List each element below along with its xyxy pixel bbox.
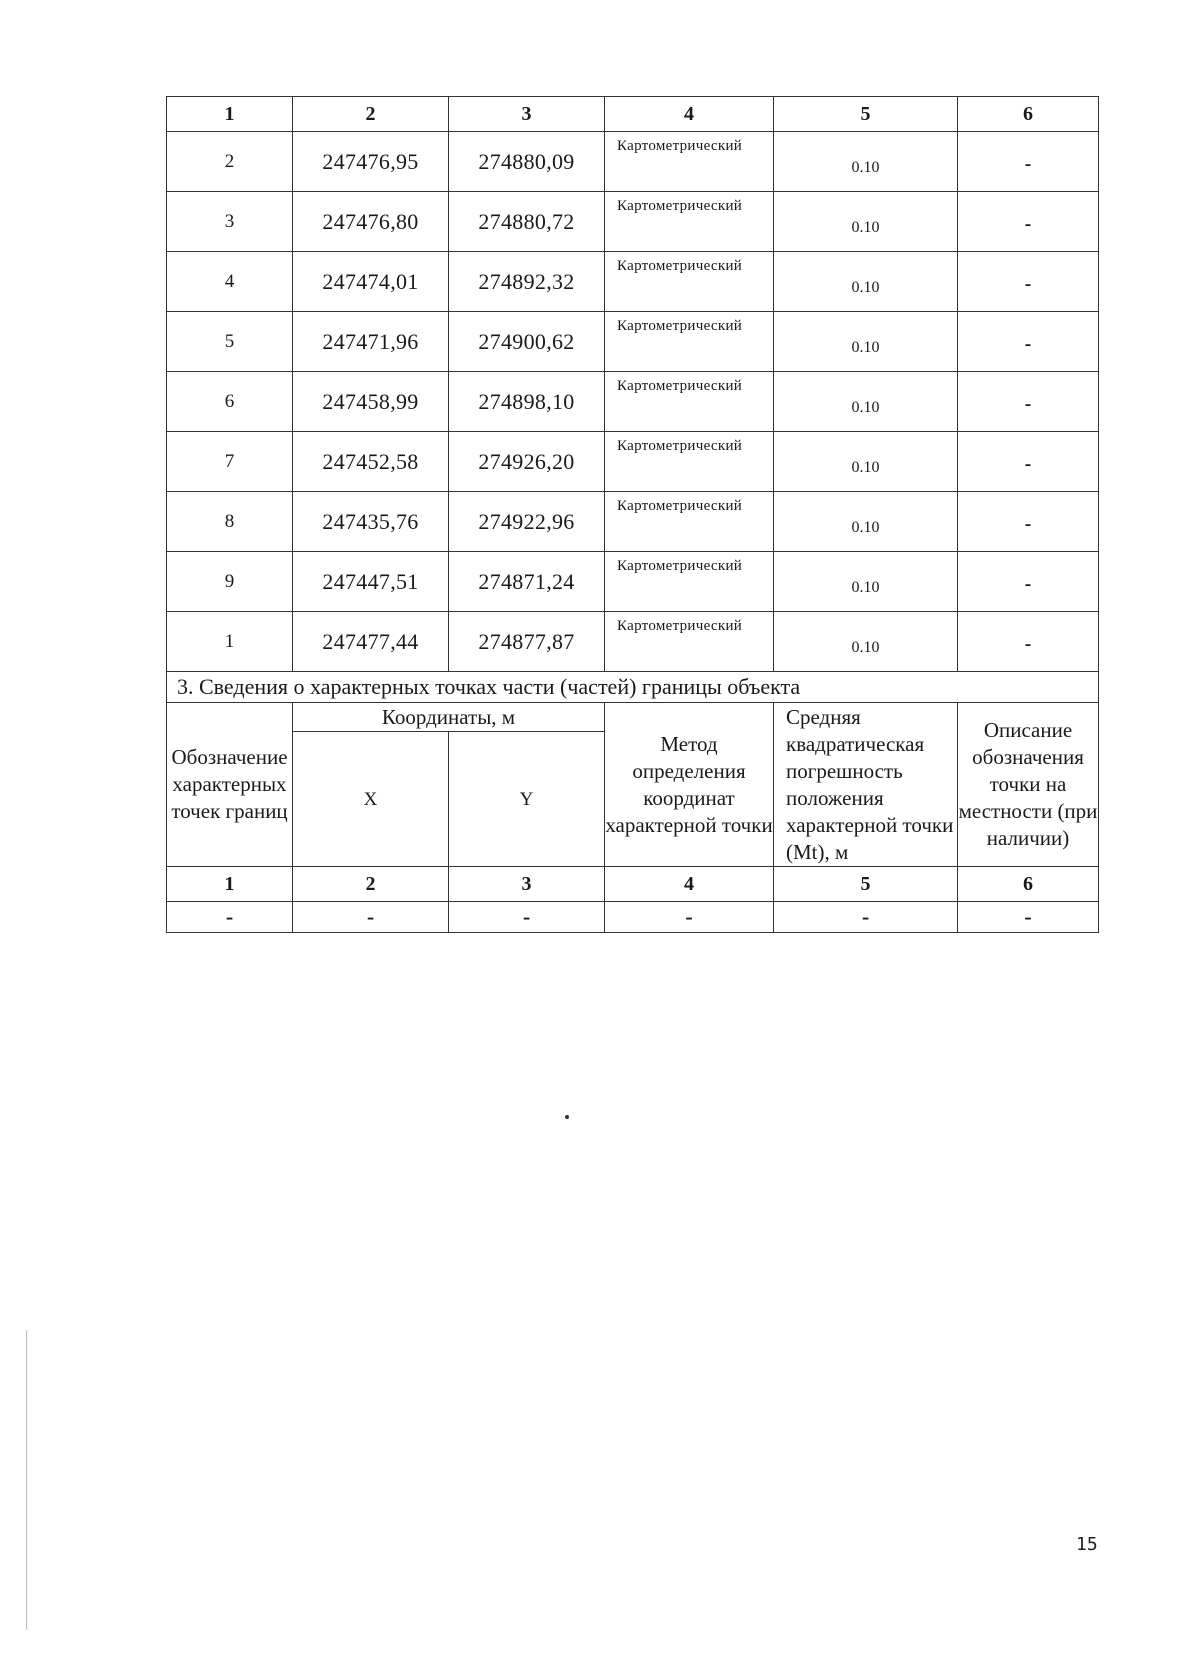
description-cell: -: [958, 492, 1099, 552]
table-row: [167, 312, 1099, 372]
method-cell: Картометрический: [605, 612, 774, 672]
point-number: 4: [167, 252, 293, 312]
column-number: 3: [449, 867, 605, 902]
mt-cell: 0.10: [774, 612, 958, 672]
point-number: 3: [167, 192, 293, 252]
mt-cell: 0.10: [774, 372, 958, 432]
y-coordinate: 274926,20: [449, 432, 605, 492]
page-number: 15: [1076, 1534, 1098, 1555]
table-row: [167, 252, 1099, 312]
x-coordinate: 247447,51: [293, 552, 449, 612]
description-cell: -: [958, 612, 1099, 672]
empty-cell: -: [774, 902, 958, 933]
x-coordinate: 247476,80: [293, 192, 449, 252]
x-coordinate: 247471,96: [293, 312, 449, 372]
table-row: [167, 432, 1099, 492]
empty-cell: -: [449, 902, 605, 933]
header-y: Y: [449, 732, 605, 867]
table-row: [167, 192, 1099, 252]
x-coordinate: 247435,76: [293, 492, 449, 552]
table-row: [167, 492, 1099, 552]
method-cell: Картометрический: [605, 372, 774, 432]
header-mt: Средняя квадратическая погрешность положения характерной точки (Mt), м: [774, 703, 958, 867]
x-coordinate: 247452,58: [293, 432, 449, 492]
y-coordinate: 274898,10: [449, 372, 605, 432]
scan-edge-line: [26, 1330, 27, 1630]
point-number: 7: [167, 432, 293, 492]
column-number: 6: [958, 867, 1099, 902]
y-coordinate: 274900,62: [449, 312, 605, 372]
section-title-row: [167, 672, 1099, 703]
method-cell: Картометрический: [605, 312, 774, 372]
y-coordinate: 274871,24: [449, 552, 605, 612]
method-cell: Картометрический: [605, 432, 774, 492]
header-row: [167, 703, 1099, 732]
header-description: Описание обозначения точки на местности (при наличии): [958, 703, 1099, 867]
column-number: 2: [293, 97, 449, 132]
point-number: 6: [167, 372, 293, 432]
method-cell: Картометрический: [605, 132, 774, 192]
method-cell: Картометрический: [605, 492, 774, 552]
column-number: 1: [167, 867, 293, 902]
description-cell: -: [958, 372, 1099, 432]
method-cell: Картометрический: [605, 252, 774, 312]
mt-cell: 0.10: [774, 192, 958, 252]
mt-cell: 0.10: [774, 492, 958, 552]
section-title: 3. Сведения о характерных точках части (частей) границы объекта: [167, 672, 1099, 703]
x-coordinate: 247474,01: [293, 252, 449, 312]
point-number: 1: [167, 612, 293, 672]
column-number: 5: [774, 97, 958, 132]
description-cell: -: [958, 132, 1099, 192]
column-number: 5: [774, 867, 958, 902]
method-cell: Картометрический: [605, 552, 774, 612]
y-coordinate: 274880,09: [449, 132, 605, 192]
point-number: 8: [167, 492, 293, 552]
table-row: [167, 612, 1099, 672]
scan-speck: [565, 1115, 569, 1119]
boundary-points-table: [166, 96, 1099, 933]
description-cell: -: [958, 432, 1099, 492]
point-number: 9: [167, 552, 293, 612]
y-coordinate: 274880,72: [449, 192, 605, 252]
x-coordinate: 247458,99: [293, 372, 449, 432]
empty-cell: -: [958, 902, 1099, 933]
column-number: 6: [958, 97, 1099, 132]
column-number: 4: [605, 867, 774, 902]
table-row: [167, 372, 1099, 432]
column-number-row: [167, 867, 1099, 902]
table-row: [167, 902, 1099, 933]
column-number: 1: [167, 97, 293, 132]
column-number: 2: [293, 867, 449, 902]
header-designation: Обозначение характерных точек границ: [167, 703, 293, 867]
mt-cell: 0.10: [774, 252, 958, 312]
empty-cell: -: [293, 902, 449, 933]
y-coordinate: 274922,96: [449, 492, 605, 552]
mt-cell: 0.10: [774, 432, 958, 492]
x-coordinate: 247477,44: [293, 612, 449, 672]
point-number: 2: [167, 132, 293, 192]
mt-cell: 0.10: [774, 552, 958, 612]
empty-cell: -: [605, 902, 774, 933]
description-cell: -: [958, 192, 1099, 252]
description-cell: -: [958, 312, 1099, 372]
y-coordinate: 274892,32: [449, 252, 605, 312]
column-number: 3: [449, 97, 605, 132]
column-number: 4: [605, 97, 774, 132]
description-cell: -: [958, 552, 1099, 612]
description-cell: -: [958, 252, 1099, 312]
mt-cell: 0.10: [774, 132, 958, 192]
column-number-row: [167, 97, 1099, 132]
table-row: [167, 552, 1099, 612]
x-coordinate: 247476,95: [293, 132, 449, 192]
table-row: [167, 132, 1099, 192]
point-number: 5: [167, 312, 293, 372]
header-coordinates: Координаты, м: [293, 703, 605, 732]
empty-cell: -: [167, 902, 293, 933]
mt-cell: 0.10: [774, 312, 958, 372]
y-coordinate: 274877,87: [449, 612, 605, 672]
method-cell: Картометрический: [605, 192, 774, 252]
header-method: Метод определения координат характерной точки: [605, 703, 774, 867]
header-x: X: [293, 732, 449, 867]
